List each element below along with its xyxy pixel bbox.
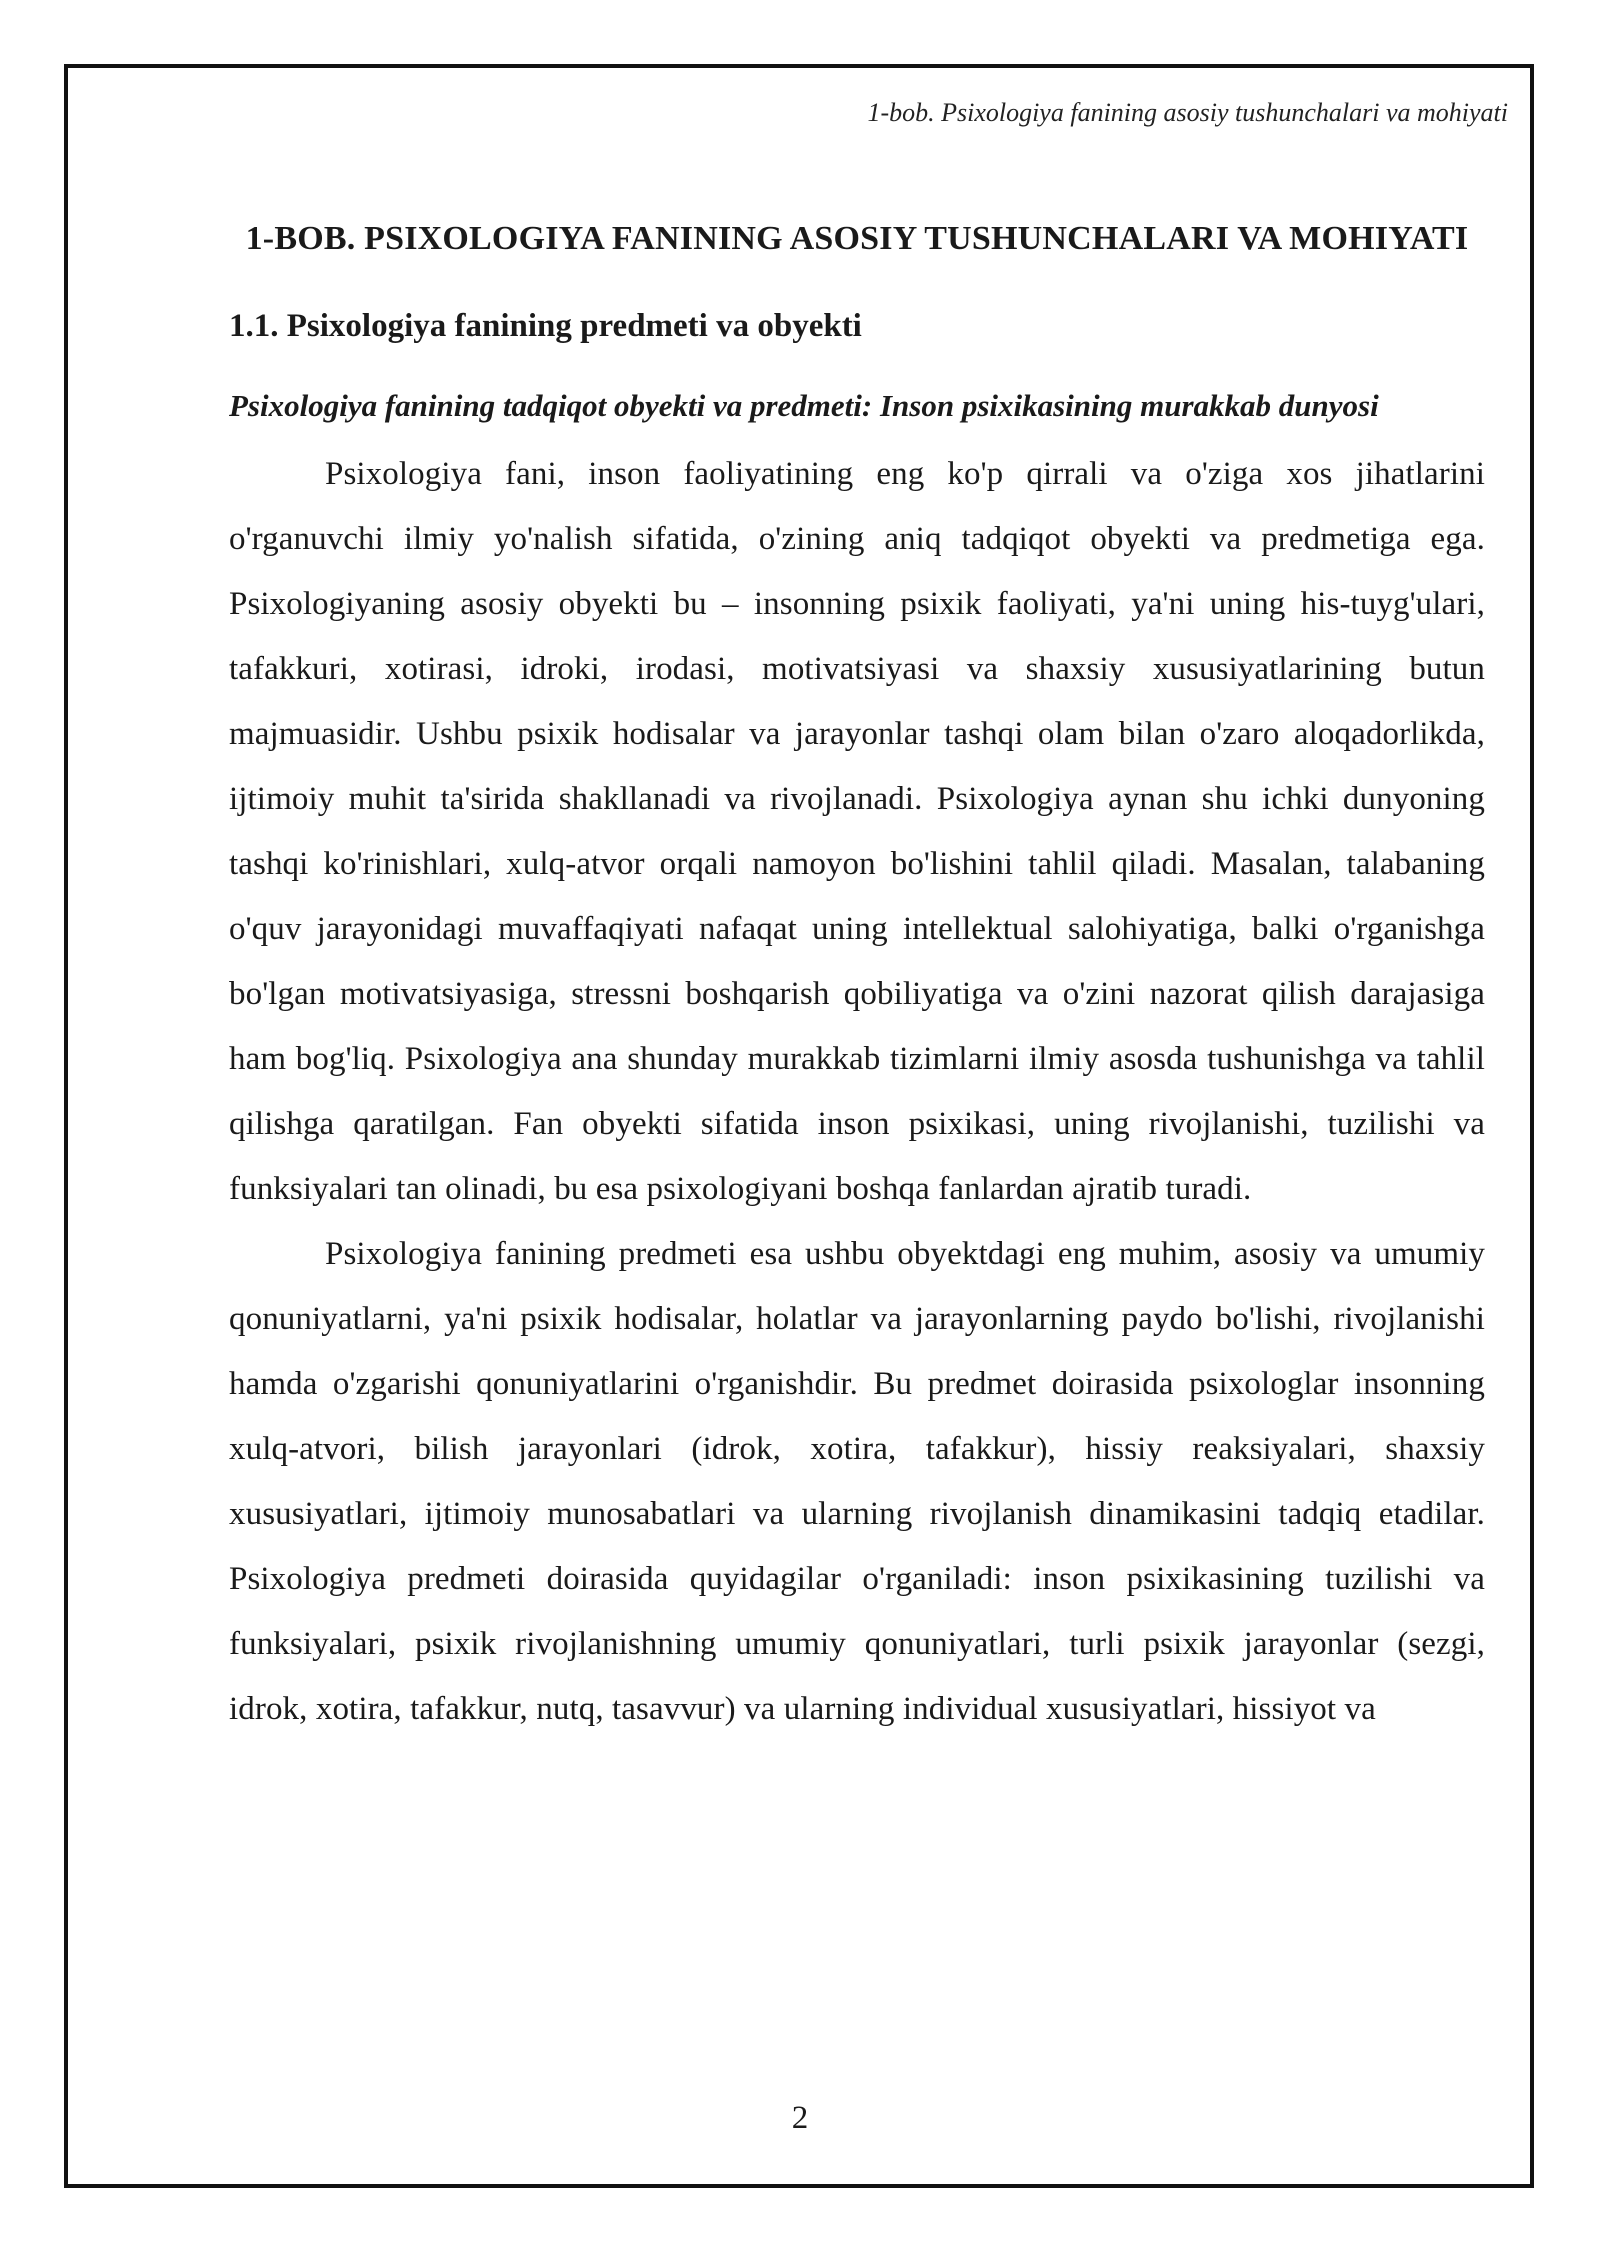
page-number: 2 bbox=[791, 2100, 809, 2136]
section-title: 1.1. Psixologiya fanining predmeti va obyekti bbox=[229, 308, 862, 344]
body-paragraph: Psixologiya fani, inson faoliyatining eng ko'p qirrali va o'ziga xos jihatlarini o'rganuvchi ilmiy yo'nalish sifatida, o'zining aniq tadqiqot obyekti va predmetiga ega. Psixologiyaning asosiy obyekti bu – insonning psixik faoliyati, ya'ni uning his-tuyg'ulari, tafakkuri, xotirasi, idroki, irodasi, motivatsiyasi va shaxsiy xususiyatlarining butun majmuasidir. Ushbu psixik hodisalar va jarayonlar tashqi olam bilan o'zaro aloqadorlikda, ijtimoiy muhit ta'sirida shakllanadi va rivojlanadi. Psixologiya aynan shu ichki dunyoning tashqi ko'rinishlari, xulq-atvor orqali namoyon bo'lishini tahlil qiladi. Masalan, talabaning o'quv jarayonidagi muvaffaqiyati nafaqat uning intellektual salohiyatiga, balki o'rganishga bo'lgan motivatsiyasiga, stressni boshqarish qobiliyatiga va o'zini nazorat qilish darajasiga ham bog'liq. Psixologiya ana shunday murakkab tizimlarni ilmiy asosda tushunishga va tahlil qilishga qaratilgan. Fan obyekti sifatida inson psixikasi, uning rivojlanishi, tuzilishi va funksiyalari tan olinadi, bu esa psixologiyani boshqa fanlardan ajratib turadi. bbox=[229, 456, 1485, 1207]
subsection-title: Psixologiya fanining tadqiqot obyekti va predmeti: Inson psixikasining murakkab dunyosi bbox=[229, 388, 1379, 423]
page-content bbox=[229, 206, 1485, 1742]
body-paragraph: Psixologiya fanining predmeti esa ushbu obyektdagi eng muhim, asosiy va umumiy qonuniyatlarni, ya'ni psixik hodisalar, holatlar va jarayonlarning paydo bo'lishi, rivojlanishi hamda o'zgarishi qonuniyatlarini o'rganishdir. Bu predmet doirasida psixologlar insonning xulq-atvori, bilish jarayonlari (idrok, xotira, tafakkur), hissiy reaksiyalari, shaxsiy xususiyatlari, ijtimoiy munosabatlari va ularning rivojlanish dinamikasini tadqiq etadilar. Psixologiya predmeti doirasida quyidagilar o'rganiladi: inson psixikasining tuzilishi va funksiyalari, psixik rivojlanishning umumiy qonuniyatlari, turli psixik jarayonlar (sezgi, idrok, xotira, tafakkur, nutq, tasavvur) va ularning individual xususiyatlari, hissiyot va bbox=[229, 1236, 1485, 1727]
running-header: 1-bob. Psixologiya fanining asosiy tushunchalari va mohiyati bbox=[867, 98, 1508, 127]
chapter-title: 1-BOB. PSIXOLOGIYA FANINING ASOSIY TUSHUNCHALARI VA MOHIYATI bbox=[245, 220, 1469, 257]
